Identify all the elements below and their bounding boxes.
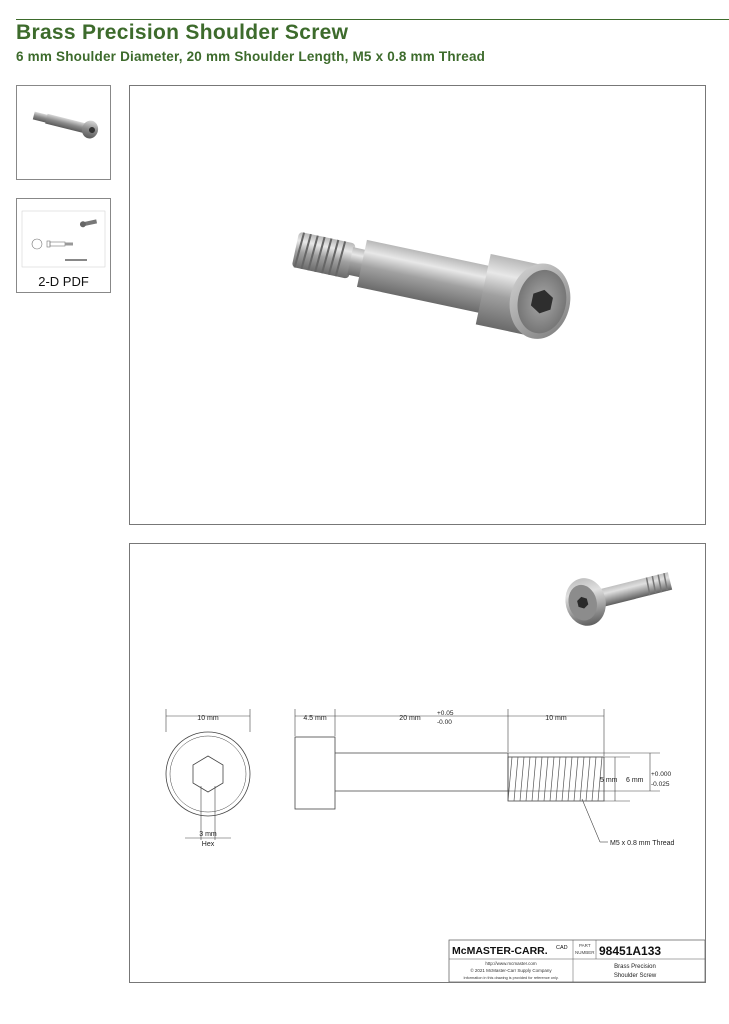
- tol-shoulder-dia-minus: -0.025: [651, 781, 670, 788]
- tol-shoulder-length-minus: -0.00: [437, 719, 452, 726]
- screw-thumbnail-image: [17, 86, 110, 179]
- pdf-drawing-thumbnail[interactable]: [16, 198, 111, 293]
- dim-head-diameter: 10 mm: [197, 715, 219, 722]
- dim-shoulder-diameter: 6 mm: [626, 777, 644, 784]
- drawing-thumbnail-image: [17, 199, 110, 269]
- title-block-disclaimer: Information in this drawing is provided for reference only.: [463, 976, 559, 980]
- title-block: [449, 940, 705, 982]
- title-block-description-2: Shoulder Screw: [613, 973, 657, 979]
- technical-drawing-panel: [129, 543, 706, 983]
- title-block-brand: McMASTER-CARR.: [452, 945, 548, 957]
- dim-thread-length: 10 mm: [545, 715, 567, 722]
- pdf-label: 2-D PDF: [38, 274, 89, 289]
- title-block-url: http://www.mcmaster.com: [485, 961, 537, 966]
- product-image: [130, 86, 705, 524]
- product-image-panel: [129, 85, 706, 525]
- header-rule: [16, 19, 729, 20]
- technical-drawing: [130, 544, 705, 982]
- product-photo-thumbnail[interactable]: [16, 85, 111, 180]
- dim-hex-label: Hex: [201, 841, 215, 848]
- part-number-label-2: NUMBER: [575, 950, 595, 955]
- tol-shoulder-length-plus: +0.05: [437, 710, 454, 717]
- drawing-3d-render: [560, 558, 675, 630]
- dim-head-length: 4.5 mm: [303, 715, 327, 722]
- page-title: Brass Precision Shoulder Screw: [16, 21, 349, 44]
- part-number: 98451A133: [599, 944, 662, 958]
- title-block-description-1: Brass Precision: [614, 964, 656, 970]
- part-number-label-1: PART: [579, 943, 591, 948]
- tol-shoulder-dia-plus: +0.000: [651, 771, 672, 778]
- title-block-copyright: © 2021 McMaster-Carr Supply Company: [470, 968, 552, 973]
- thread-callout: M5 x 0.8 mm Thread: [610, 840, 675, 847]
- dim-thread-diameter: 5 mm: [600, 777, 618, 784]
- page-subtitle: 6 mm Shoulder Diameter, 20 mm Shoulder Length, M5 x 0.8 mm Thread: [16, 49, 486, 64]
- dim-shoulder-length: 20 mm: [399, 715, 421, 722]
- title-block-cad-mark: CAD: [556, 945, 568, 951]
- dim-hex-size: 3 mm: [199, 831, 217, 838]
